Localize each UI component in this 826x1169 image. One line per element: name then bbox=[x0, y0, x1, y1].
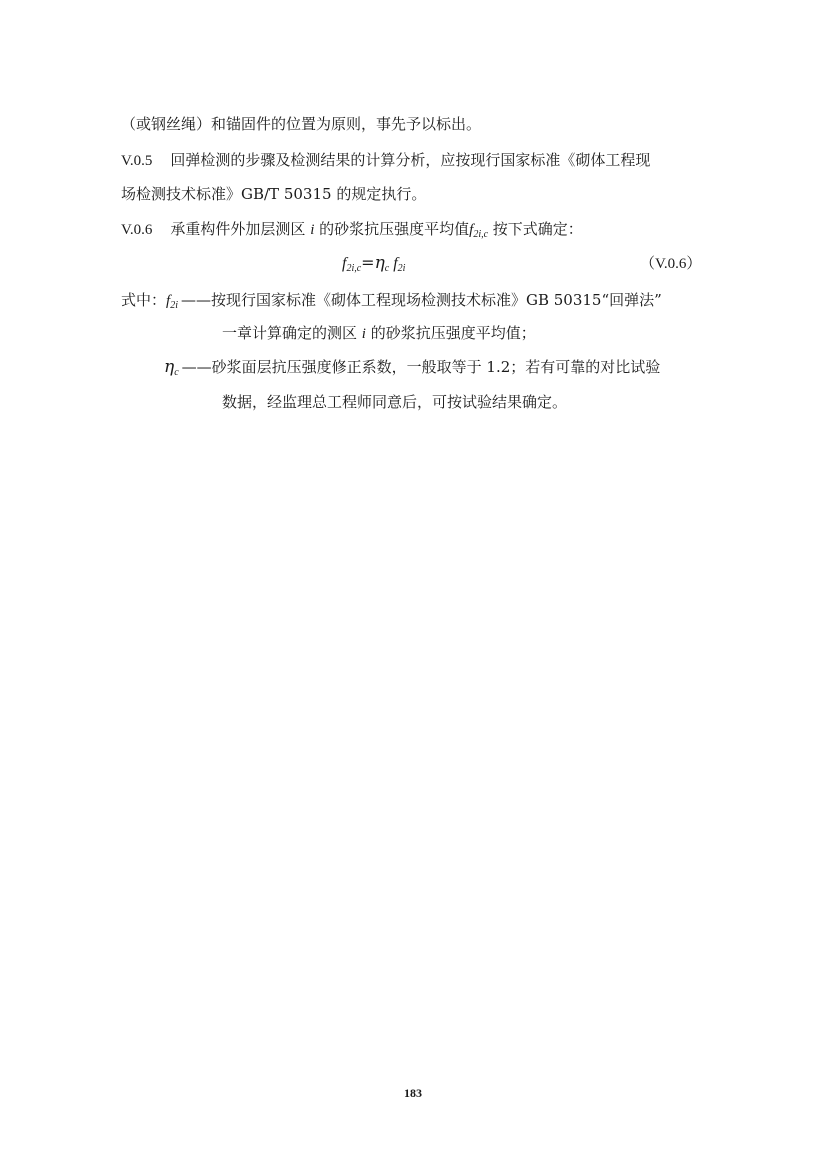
variable-i: i bbox=[310, 222, 315, 238]
clause-v05-text2: 场检测技术标准》GB/T 50315 的规定执行。 bbox=[121, 185, 427, 203]
paragraph-continuation bbox=[121, 114, 481, 134]
formula-v06 bbox=[342, 253, 405, 274]
formula-lhs-f: f bbox=[342, 255, 347, 272]
clause-v06-text-b: 的砂浆抗压强度平均值 bbox=[314, 220, 470, 238]
where-eta-line2 bbox=[222, 392, 567, 412]
where-f2i-line2 bbox=[222, 323, 536, 344]
where-eta-definition-2: 数据，经监理总工程师同意后，可按试验结果确定。 bbox=[222, 393, 568, 411]
page-number-text: 183 bbox=[404, 1086, 422, 1100]
where-variable-i: i bbox=[361, 326, 366, 342]
where-f-symbol: f bbox=[166, 293, 171, 309]
where-prefix: 式中： bbox=[121, 291, 167, 309]
where-eta-line1 bbox=[164, 357, 660, 377]
formula-equals: = bbox=[361, 253, 375, 272]
formula-lhs-subscript: 2i,c bbox=[346, 263, 362, 274]
where-f2i-line1 bbox=[121, 290, 662, 311]
formula-number-text: （V.0.6） bbox=[640, 256, 702, 272]
clause-number-v05: V.0.5 bbox=[121, 153, 153, 169]
formula-rhs-subscript: 2i bbox=[397, 263, 406, 274]
clause-v05-line1 bbox=[121, 150, 650, 171]
clause-v05-line2 bbox=[121, 184, 426, 204]
formula-number bbox=[640, 254, 701, 274]
where-f-definition-2b: 的砂浆抗压强度平均值； bbox=[365, 324, 536, 342]
clause-v06-text-a: 承重构件外加层测区 bbox=[170, 220, 311, 238]
where-f-definition-2a: 一章计算确定的测区 bbox=[222, 324, 362, 342]
where-eta-subscript: c bbox=[174, 367, 179, 378]
where-eta-symbol: η bbox=[164, 357, 175, 377]
where-f-subscript: 2i bbox=[170, 300, 178, 311]
formula-eta-subscript: c bbox=[384, 263, 390, 274]
continuation-text: （或钢丝绳）和锚固件的位置为原则，事先予以标出。 bbox=[121, 115, 482, 133]
clause-v06-text-c: 按下式确定： bbox=[488, 220, 583, 238]
page-number bbox=[0, 1086, 826, 1101]
symbol-f-subscript: 2i,c bbox=[473, 229, 489, 240]
symbol-f: f bbox=[469, 222, 474, 238]
clause-v06-line bbox=[121, 219, 583, 240]
formula-eta: η bbox=[374, 253, 385, 273]
clause-number-v06: V.0.6 bbox=[121, 222, 153, 238]
clause-v05-text1: 回弹检测的步骤及检测结果的计算分析，应按现行国家标准《砌体工程现 bbox=[170, 151, 651, 169]
formula-rhs-f: f bbox=[393, 255, 398, 272]
where-eta-definition-1: ——砂浆面层抗压强度修正系数，一般取等于 1.2；若有可靠的对比试验 bbox=[181, 358, 661, 376]
where-f-definition-1: ——按现行国家标准《砌体工程现场检测技术标准》GB 50315“回弹法” bbox=[180, 291, 662, 309]
